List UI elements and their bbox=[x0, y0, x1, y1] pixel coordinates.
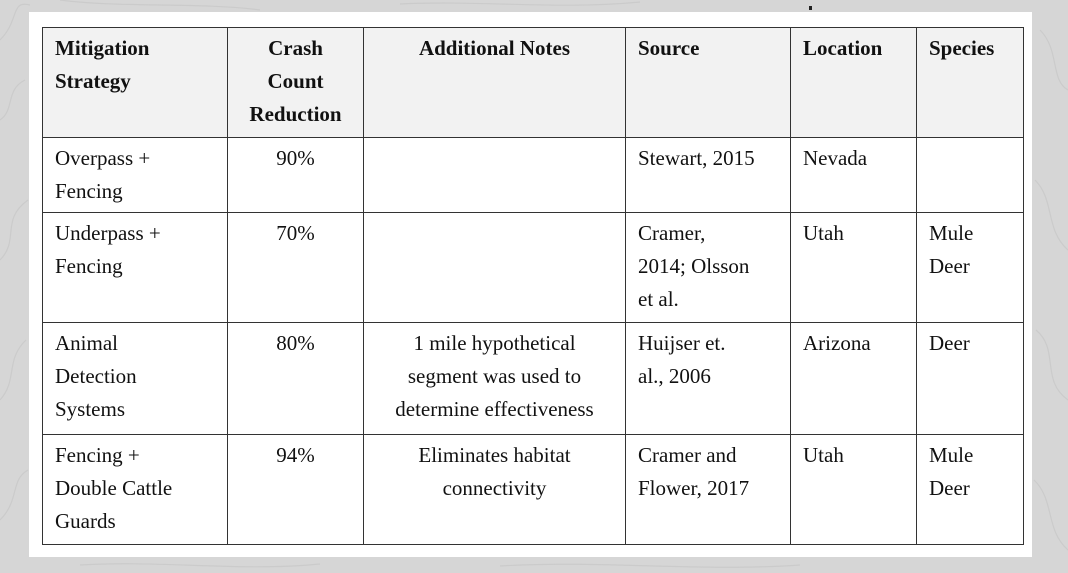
cell-species: Mule Deer bbox=[917, 435, 1024, 545]
cell-reduction: 90% bbox=[228, 138, 364, 213]
cell-source: Huijser et. al., 2006 bbox=[626, 323, 791, 435]
table-row bbox=[43, 138, 1024, 213]
cell-location: Arizona bbox=[791, 323, 917, 435]
cell-location: Nevada bbox=[791, 138, 917, 213]
header-source: Source bbox=[626, 28, 791, 138]
cell-location: Utah bbox=[791, 435, 917, 545]
cell-reduction: 70% bbox=[228, 213, 364, 323]
cell-notes: Eliminates habitat connectivity bbox=[364, 435, 626, 545]
cell-reduction: 80% bbox=[228, 323, 364, 435]
cell-strategy: Underpass + Fencing bbox=[43, 213, 228, 323]
cell-strategy: Animal Detection Systems bbox=[43, 323, 228, 435]
mitigation-table bbox=[42, 27, 1024, 545]
header-crash-count-reduction: Crash Count Reduction bbox=[228, 28, 364, 138]
table-header-row bbox=[43, 28, 1024, 138]
cell-source: Cramer, 2014; Olsson et al. bbox=[626, 213, 791, 323]
stray-mark bbox=[809, 6, 812, 10]
header-location: Location bbox=[791, 28, 917, 138]
cell-notes bbox=[364, 213, 626, 323]
cell-notes: 1 mile hypothetical segment was used to determine effectiveness bbox=[364, 323, 626, 435]
cell-source: Stewart, 2015 bbox=[626, 138, 791, 213]
cell-location: Utah bbox=[791, 213, 917, 323]
header-mitigation-strategy: Mitigation Strategy bbox=[43, 28, 228, 138]
table-row bbox=[43, 323, 1024, 435]
cell-notes bbox=[364, 138, 626, 213]
cell-species: Mule Deer bbox=[917, 213, 1024, 323]
cell-source: Cramer and Flower, 2017 bbox=[626, 435, 791, 545]
cell-reduction: 94% bbox=[228, 435, 364, 545]
cell-species bbox=[917, 138, 1024, 213]
header-species: Species bbox=[917, 28, 1024, 138]
cell-species: Deer bbox=[917, 323, 1024, 435]
table-row bbox=[43, 213, 1024, 323]
table-row bbox=[43, 435, 1024, 545]
header-additional-notes: Additional Notes bbox=[364, 28, 626, 138]
cell-strategy: Fencing + Double Cattle Guards bbox=[43, 435, 228, 545]
cell-strategy: Overpass + Fencing bbox=[43, 138, 228, 213]
